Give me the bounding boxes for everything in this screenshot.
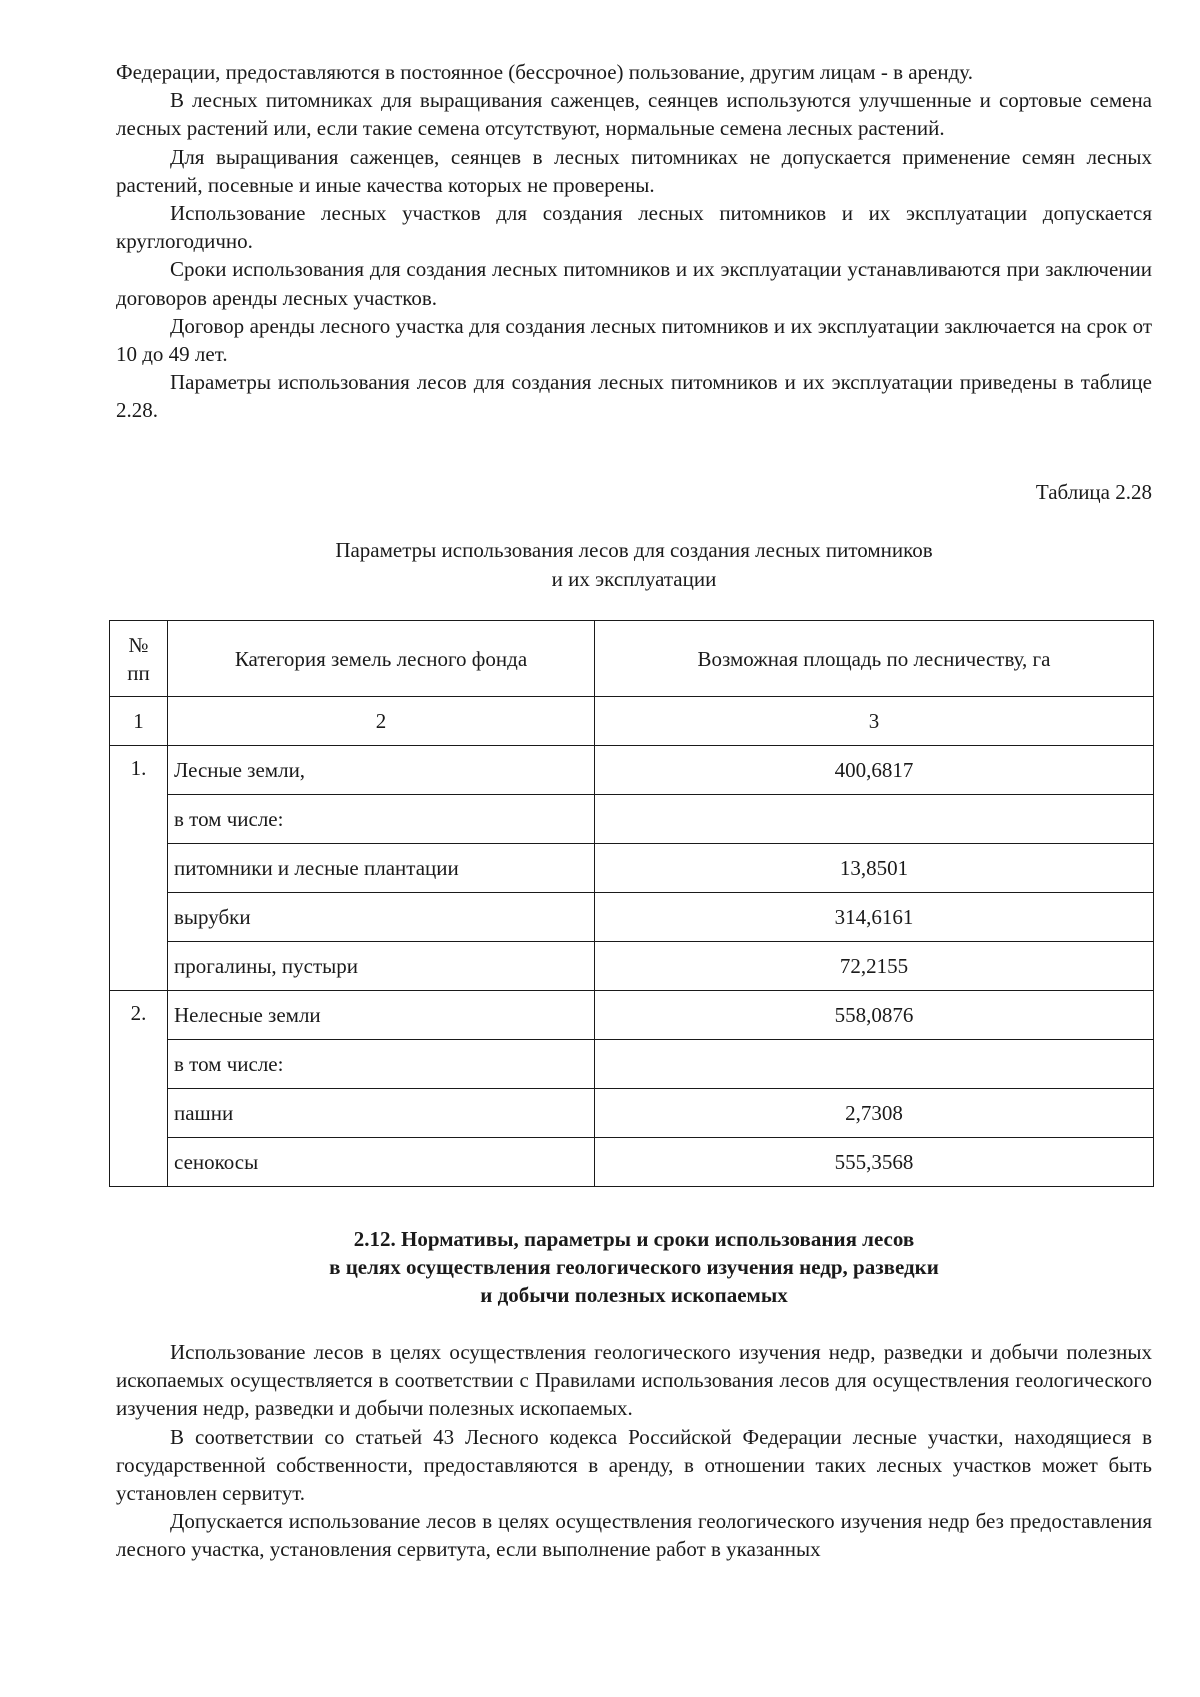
category-cell: прогалины, пустыри	[168, 942, 595, 991]
group-number: 2.	[110, 991, 168, 1187]
header-category: Категория земель лесного фонда	[168, 621, 595, 697]
paragraph: Использование лесов в целях осуществления геологического изучения недр, разведки и добычи полезных ископаемых осуществляется в соответствии с Правилами использования лесов для осуществления геологического изучения недр, разведки и добычи полезных ископаемых.	[116, 1340, 1152, 1421]
parameters-table	[109, 620, 1154, 1187]
area-cell: 72,2155	[595, 942, 1154, 991]
table-row	[110, 746, 1154, 795]
column-index: 1	[110, 697, 168, 746]
paragraph: В соответствии со статьей 43 Лесного кодекса Российской Федерации лесные участки, находящиеся в государственной собственности, предоставляются в аренду, в отношении таких лесных участков может быть установлен сервитут.	[116, 1424, 1152, 1506]
section-heading	[116, 1225, 1152, 1309]
paragraph: Федерации, предоставляются в постоянное (бессрочное) пользование, другим лицам - в аренду.	[116, 60, 973, 84]
category-cell: в том числе:	[168, 1040, 595, 1089]
table-row	[110, 795, 1154, 844]
area-cell	[595, 1040, 1154, 1089]
section-heading-line: 2.12. Нормативы, параметры и сроки использования лесов	[353, 1227, 915, 1251]
header-number: № пп	[110, 621, 168, 697]
area-cell	[595, 795, 1154, 844]
table-row	[110, 893, 1154, 942]
area-cell: 555,3568	[595, 1138, 1154, 1187]
header-area: Возможная площадь по лесничеству, га	[595, 621, 1154, 697]
category-cell: Лесные земли,	[168, 746, 595, 795]
area-cell: 13,8501	[595, 844, 1154, 893]
section-text	[116, 1338, 1152, 1564]
column-index-row	[110, 697, 1154, 746]
intro-text	[116, 58, 1152, 425]
paragraph: Договор аренды лесного участка для создания лесных питомников и их эксплуатации заключается на срок от 10 до 49 лет.	[116, 313, 1152, 367]
table-caption-line: и их эксплуатации	[551, 566, 717, 591]
category-cell: сенокосы	[168, 1138, 595, 1187]
category-cell: пашни	[168, 1089, 595, 1138]
section-heading-line: и добычи полезных ископаемых	[480, 1283, 788, 1307]
table-row	[110, 1040, 1154, 1089]
area-cell: 400,6817	[595, 746, 1154, 795]
table-caption-line: Параметры использования лесов для создания лесных питомников	[335, 538, 933, 562]
paragraph: Сроки использования для создания лесных питомников и их эксплуатации устанавливаются при заключении договоров аренды лесных участков.	[116, 257, 1152, 310]
table-header-row	[110, 621, 1154, 697]
area-cell: 314,6161	[595, 893, 1154, 942]
table-row	[110, 991, 1154, 1040]
section-heading-line: в целях осуществления геологического изучения недр, разведки	[329, 1255, 939, 1279]
table-number-label: Таблица 2.28	[1035, 480, 1152, 504]
paragraph: В лесных питомниках для выращивания саженцев, сеянцев используются улучшенные и сортовые семена лесных растений или, если такие семена отсутствуют, нормальные семена лесных растений.	[116, 88, 1152, 141]
area-cell: 2,7308	[595, 1089, 1154, 1138]
table-row	[110, 942, 1154, 991]
column-index: 3	[595, 697, 1154, 746]
area-cell: 558,0876	[595, 991, 1154, 1040]
table-row	[110, 1138, 1154, 1187]
category-cell: вырубки	[168, 893, 595, 942]
category-cell: питомники и лесные плантации	[168, 844, 595, 893]
paragraph: Для выращивания саженцев, сеянцев в лесных питомниках не допускается применение семян лесных растений, посевные и иные качества которых не проверены.	[116, 144, 1152, 197]
column-index: 2	[168, 697, 595, 746]
category-cell: в том числе:	[168, 795, 595, 844]
table-row	[110, 1089, 1154, 1138]
paragraph: Параметры использования лесов для создания лесных питомников и их эксплуатации приведены в таблице 2.28.	[116, 370, 1152, 423]
paragraph: Допускается использование лесов в целях осуществления геологического изучения недр без предоставления лесного участка, установления сервитута, если выполнение работ в указанных	[116, 1509, 1152, 1562]
table-row	[110, 844, 1154, 893]
table-caption	[116, 536, 1152, 593]
category-cell: Нелесные земли	[168, 991, 595, 1040]
paragraph: Использование лесных участков для создания лесных питомников и их эксплуатации допускается круглогодично.	[116, 201, 1152, 254]
group-number: 1.	[110, 746, 168, 991]
